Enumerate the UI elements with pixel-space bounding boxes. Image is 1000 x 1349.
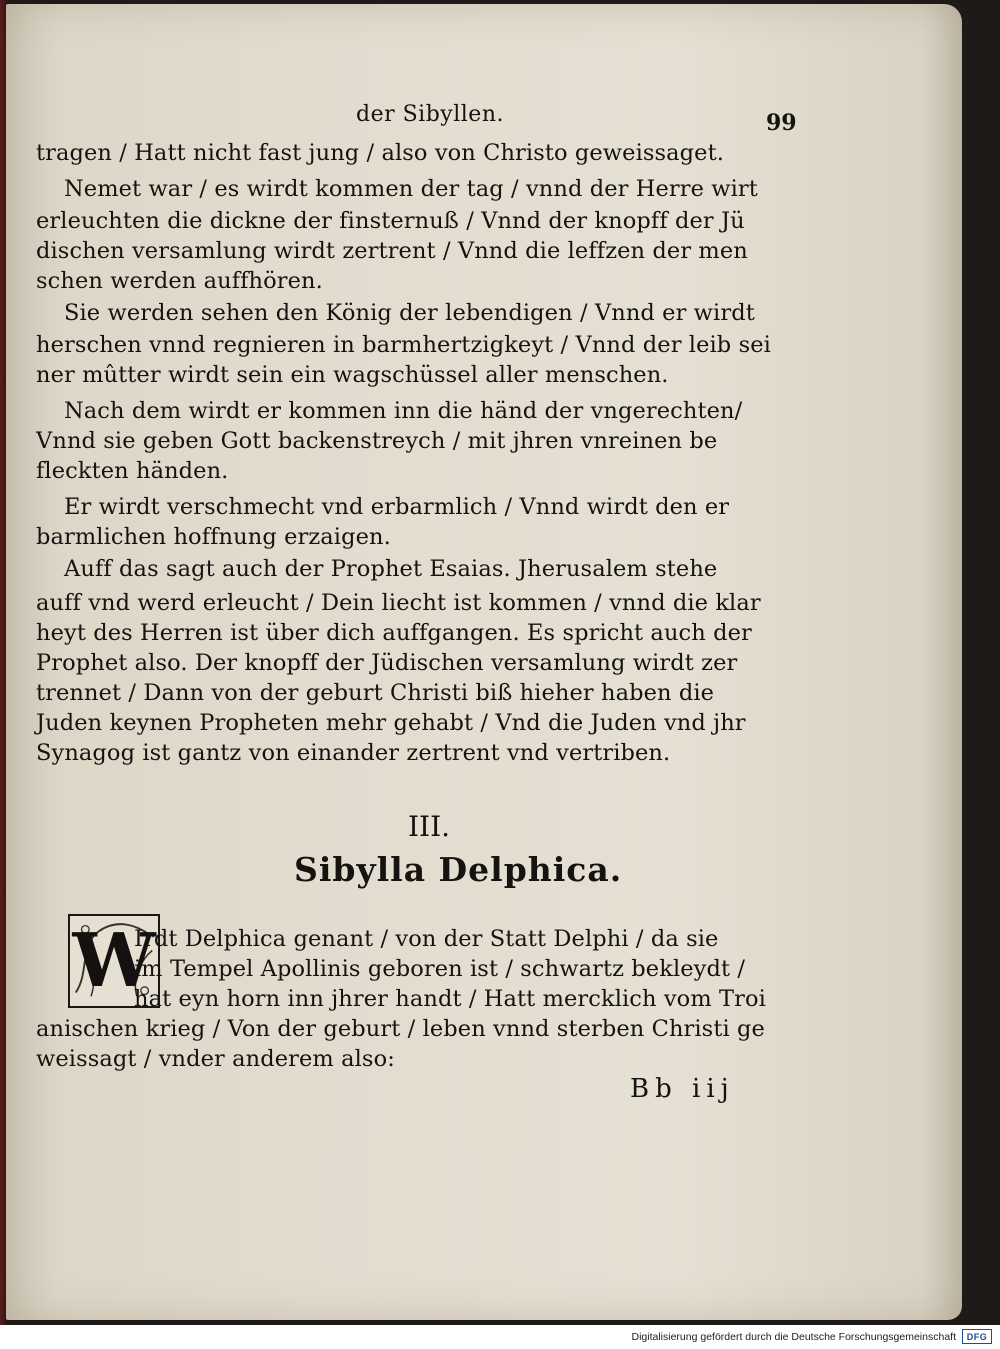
running-head: der Sibyllen.	[356, 102, 504, 127]
body-line: ner mûtter wirdt sein ein wagschüssel aller menschen.	[36, 362, 669, 388]
body-line: dischen versamlung wirdt zertrent / Vnnd die leffzen der men	[36, 238, 748, 264]
book-page	[6, 4, 962, 1320]
body-line: barmlichen hoffnung erzaigen.	[36, 524, 391, 550]
paragraph-line: weissagt / vnder anderem also:	[36, 1046, 395, 1072]
body-line: Nemet war / es wirdt kommen der tag / vnnd der Herre wirt	[64, 176, 758, 202]
body-line: trennet / Dann von der geburt Christi biß hieher haben die	[36, 680, 715, 706]
dfg-logo: DFG	[962, 1329, 992, 1344]
section-number: III.	[408, 810, 451, 843]
initial-letter: W	[72, 918, 156, 1004]
body-line: auff vnd werd erleucht / Dein liecht ist kommen / vnnd die klar	[36, 590, 761, 616]
body-line: Juden keynen Propheten mehr gehabt / Vnd die Juden vnd jhr	[36, 710, 746, 736]
footer-bar	[0, 1325, 1000, 1349]
body-line: Er wirdt verschmecht vnd erbarmlich / Vnnd wirdt den er	[64, 494, 730, 520]
body-line: Auff das sagt auch der Prophet Esaias. Jherusalem stehe	[64, 556, 718, 582]
body-line: Nach dem wirdt er kommen inn die händ der vngerechten/	[64, 398, 743, 424]
body-line: Prophet also. Der knopff der Jüdischen versamlung wirdt zer	[36, 650, 738, 676]
funding-credit: Digitalisierung gefördert durch die Deutsche Forschungsgemeinschaft	[631, 1331, 956, 1343]
body-line: schen werden auffhören.	[36, 268, 323, 294]
body-line: herschen vnnd regnieren in barmhertzigkeyt / Vnnd der leib sei	[36, 332, 771, 358]
paragraph-line: im Tempel Apollinis geboren ist / schwartz bekleydt /	[134, 956, 746, 982]
section-title: Sibylla Delphica.	[294, 850, 623, 889]
body-line: heyt des Herren ist über dich auffgangen. Es spricht auch der	[36, 620, 752, 646]
paragraph-line: anischen krieg / Von der geburt / leben vnnd sterben Christi ge	[36, 1016, 765, 1042]
body-line: Sie werden sehen den König der lebendigen / Vnnd er wirdt	[64, 300, 755, 326]
body-line: Synagog ist gantz von einander zertrent vnd vertriben.	[36, 740, 671, 766]
page-number: 99	[766, 110, 797, 136]
paragraph-line: hat eyn horn inn jhrer handt / Hatt mercklich vom Troi	[134, 986, 766, 1012]
signature-mark: Bb iij	[630, 1074, 735, 1104]
body-line: erleuchten die dickne der finsternuß / Vnnd der knopff der Jü	[36, 208, 745, 234]
paragraph-line: Irdt Delphica genant / von der Statt Delphi / da sie	[134, 926, 719, 952]
body-line: Vnnd sie geben Gott backenstreych / mit jhren vnreinen be	[36, 428, 718, 454]
body-line: fleckten händen.	[36, 458, 229, 484]
body-line: tragen / Hatt nicht fast jung / also von Christo geweissaget.	[36, 140, 724, 166]
